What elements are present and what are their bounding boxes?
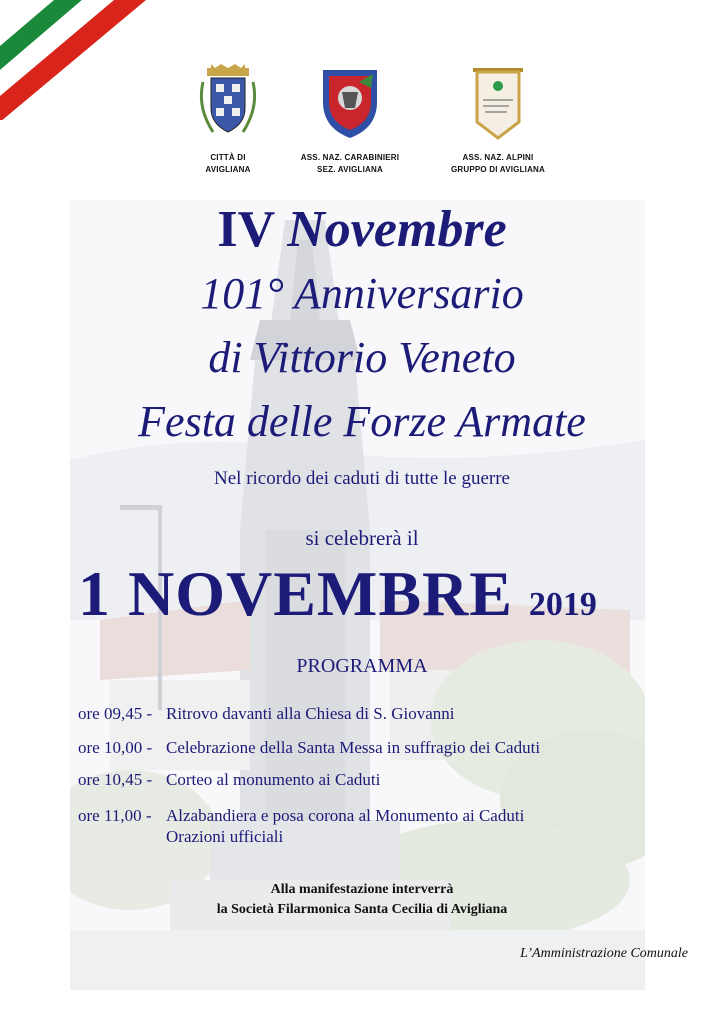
- date-main: 1 NOVEMBRE: [78, 558, 513, 629]
- subtitle-anniversary: 101° Anniversario: [200, 269, 524, 318]
- subtitle-festa-forze-armate: Festa delle Forze Armate: [138, 397, 586, 446]
- logo-caption-citta: CITTÀ DI AVIGLIANA: [205, 153, 251, 174]
- logo-caption-alpini: ASS. NAZ. ALPINI GRUPPO DI AVIGLIANA: [450, 153, 546, 174]
- program-time: ore 09,45 -: [78, 704, 153, 723]
- program-desc: Celebrazione della Santa Messa in suffragio dei Caduti: [166, 738, 541, 757]
- program-item: [78, 770, 380, 790]
- logo-alpini: [436, 62, 560, 176]
- program-desc: Corteo al monumento ai Caduti: [166, 770, 381, 789]
- event-title: [0, 196, 724, 264]
- program-item-extra: Orazioni ufficiali: [166, 827, 284, 846]
- date-year: 2019: [528, 586, 597, 623]
- event-date: [78, 557, 597, 631]
- logo-caption-carabinieri: ASS. NAZ. CARABINIERI SEZ. AVIGLIANA: [300, 153, 400, 174]
- title-roman: IV: [217, 201, 275, 258]
- logo-carabinieri: [282, 62, 418, 176]
- subtitle-vittorio-veneto: di Vittorio Veneto: [208, 333, 516, 382]
- sponsor-logos-row: [0, 62, 724, 182]
- logo-citta-di-avigliana: [178, 62, 278, 176]
- program-title: PROGRAMMA: [296, 655, 428, 677]
- celebration-intro: si celebrerà il: [305, 526, 419, 550]
- carabinieri-association-emblem-icon: [315, 62, 385, 142]
- program-desc: Ritrovo davanti alla Chiesa di S. Giovanni: [166, 704, 455, 723]
- alpini-association-pennant-icon: [463, 62, 533, 142]
- program-desc: Alzabandiera e posa corona al Monumento ai Caduti: [166, 806, 525, 825]
- closing-note: [0, 880, 724, 920]
- program-item: [78, 704, 455, 724]
- program-time: ore 10,45 -: [78, 770, 153, 789]
- program-time: ore 10,00 -: [78, 738, 153, 757]
- avigliana-coat-of-arms-icon: [193, 62, 263, 142]
- signature: L’Amministrazione Comunale: [520, 946, 688, 961]
- program-item: [78, 738, 540, 758]
- program-time: ore 11,00 -: [78, 806, 152, 825]
- dedication-text: Nel ricordo dei caduti di tutte le guerre: [214, 468, 510, 489]
- program-item: [78, 806, 524, 826]
- closing-line-1: Alla manifestazione interverrà: [270, 882, 454, 897]
- closing-line-2: la Società Filarmonica Santa Cecilia di Avigliana: [216, 902, 508, 917]
- title-word: Novembre: [287, 201, 507, 258]
